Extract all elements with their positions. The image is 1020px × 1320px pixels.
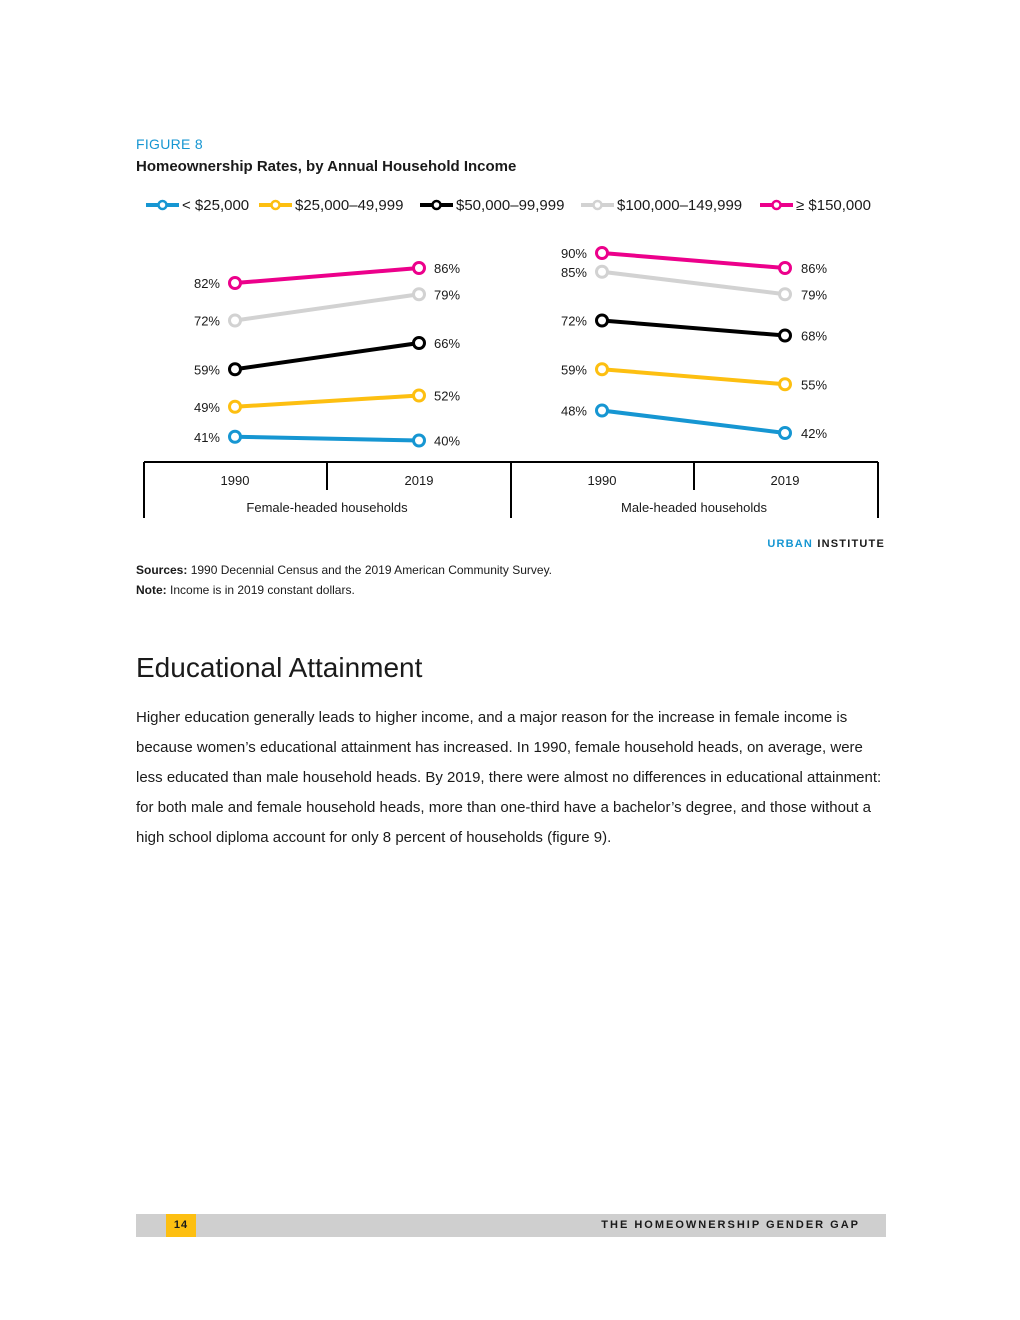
x-tick-label-male-2019: 2019 — [770, 473, 800, 488]
data-point-1990 — [230, 364, 241, 375]
legend-label: $50,000–99,999 — [456, 197, 565, 214]
data-label-1990: 49% — [193, 399, 220, 415]
data-point-2019 — [780, 263, 791, 274]
credit-institute: INSTITUTE — [817, 538, 885, 550]
series-25-000-male — [561, 404, 827, 442]
data-label-2019: 86% — [434, 261, 461, 276]
series-150-000-female — [194, 261, 460, 291]
chart-legend — [146, 197, 871, 214]
homeownership-chart — [0, 0, 1020, 530]
figure-notes — [136, 560, 552, 600]
chart-x-axis — [144, 462, 878, 518]
legend-label: $25,000–49,999 — [295, 197, 404, 214]
data-point-2019 — [414, 338, 425, 349]
series-line — [602, 321, 785, 336]
series-50-000-99-999-female — [194, 336, 460, 377]
data-point-2019 — [414, 390, 425, 401]
panel-female — [194, 261, 460, 449]
series-50-000-99-999-male — [561, 314, 827, 344]
panel-label-female: Female-headed households — [246, 500, 408, 515]
series-25-000-female — [194, 430, 460, 449]
data-point-2019 — [780, 379, 791, 390]
data-label-1990: 72% — [560, 313, 587, 329]
series-line — [602, 253, 785, 268]
data-label-1990: 72% — [193, 313, 220, 329]
sources-label: Sources: — [136, 563, 188, 577]
data-label-1990: 82% — [193, 276, 220, 291]
credit-urban: URBAN — [767, 538, 814, 550]
data-label-1990: 41% — [193, 429, 220, 445]
legend-item-150-000 — [760, 197, 871, 214]
legend-swatch-marker — [594, 201, 602, 209]
series-25-000-49-999-male — [561, 362, 827, 392]
data-point-2019 — [414, 289, 425, 300]
data-point-1990 — [597, 405, 608, 416]
data-label-1990: 90% — [560, 246, 587, 261]
legend-swatch-marker — [773, 201, 781, 209]
x-tick-label-male-1990: 1990 — [587, 473, 617, 488]
data-point-1990 — [597, 364, 608, 375]
data-label-2019: 52% — [434, 388, 461, 404]
series-line — [235, 396, 419, 407]
sources-line — [136, 560, 552, 580]
data-point-2019 — [414, 263, 425, 274]
legend-item-100-000-149-999 — [581, 197, 742, 214]
data-label-2019: 66% — [434, 336, 461, 351]
data-point-1990 — [597, 315, 608, 326]
sources-text: 1990 Decennial Census and the 2019 American Community Survey. — [187, 563, 553, 577]
section-heading: Educational Attainment — [136, 652, 423, 683]
data-label-2019: 42% — [801, 426, 828, 441]
data-point-1990 — [230, 278, 241, 289]
data-point-2019 — [414, 435, 425, 446]
x-tick-label-female-1990: 1990 — [220, 473, 250, 488]
chart-plot-area — [194, 246, 827, 449]
panel-label-male: Male-headed households — [621, 500, 767, 515]
series-25-000-49-999-female — [194, 389, 460, 415]
legend-swatch-marker — [159, 201, 167, 209]
legend-item-25-000-49-999 — [259, 197, 403, 214]
data-point-2019 — [780, 428, 791, 439]
series-line — [602, 272, 785, 295]
footer-doc-title: THE HOMEOWNERSHIP GENDER GAP — [601, 1219, 860, 1231]
data-label-2019: 86% — [801, 261, 828, 276]
legend-swatch-marker — [272, 201, 280, 209]
note-label: Note: — [136, 583, 167, 597]
data-label-2019: 40% — [434, 433, 461, 449]
body-paragraph: Higher education generally leads to higher income, and a major reason for the increase in female income is because women’s educational attainment has increased. In 1990, female household heads, on average, were less educated than male household heads. By 2019, there were almost no differences in educational attainment: for both male and female household heads, more than one-third have a bachelor’s degree, and those without a high school diploma account for only 8 percent of households (figure 9). — [136, 709, 882, 846]
data-point-1990 — [597, 266, 608, 277]
figure-label: FIGURE 8 — [136, 136, 203, 152]
data-label-1990: 59% — [560, 362, 587, 378]
figure-title: Homeownership Rates, by Annual Household Income — [136, 158, 517, 175]
series-line — [602, 411, 785, 434]
urban-institute-credit — [700, 538, 885, 550]
legend-swatch-marker — [433, 201, 441, 209]
data-label-2019: 79% — [801, 287, 828, 303]
data-label-1990: 85% — [560, 264, 587, 280]
note-line — [136, 580, 552, 600]
series-line — [235, 294, 419, 320]
data-label-2019: 79% — [434, 287, 461, 303]
data-label-1990: 48% — [560, 403, 587, 419]
series-line — [235, 343, 419, 369]
data-point-2019 — [780, 330, 791, 341]
data-point-1990 — [230, 431, 241, 442]
data-point-1990 — [230, 401, 241, 412]
legend-label: < $25,000 — [182, 197, 250, 214]
data-label-2019: 55% — [801, 377, 828, 393]
page-number: 14 — [166, 1214, 196, 1237]
series-line — [602, 369, 785, 384]
data-label-2019: 68% — [801, 328, 828, 344]
data-point-2019 — [780, 289, 791, 300]
data-label-1990: 59% — [193, 362, 220, 378]
x-tick-label-female-2019: 2019 — [404, 473, 434, 488]
note-text: Income is in 2019 constant dollars. — [166, 583, 355, 597]
legend-label: $100,000–149,999 — [617, 197, 743, 214]
legend-item-25-000 — [146, 197, 249, 214]
legend-item-50-000-99-999 — [420, 197, 564, 214]
data-point-1990 — [230, 315, 241, 326]
series-line — [235, 437, 419, 441]
series-line — [235, 268, 419, 283]
data-point-1990 — [597, 248, 608, 259]
series-100-000-149-999-female — [194, 287, 460, 328]
legend-label: ≥ $150,000 — [796, 197, 871, 214]
panel-male — [561, 246, 827, 441]
